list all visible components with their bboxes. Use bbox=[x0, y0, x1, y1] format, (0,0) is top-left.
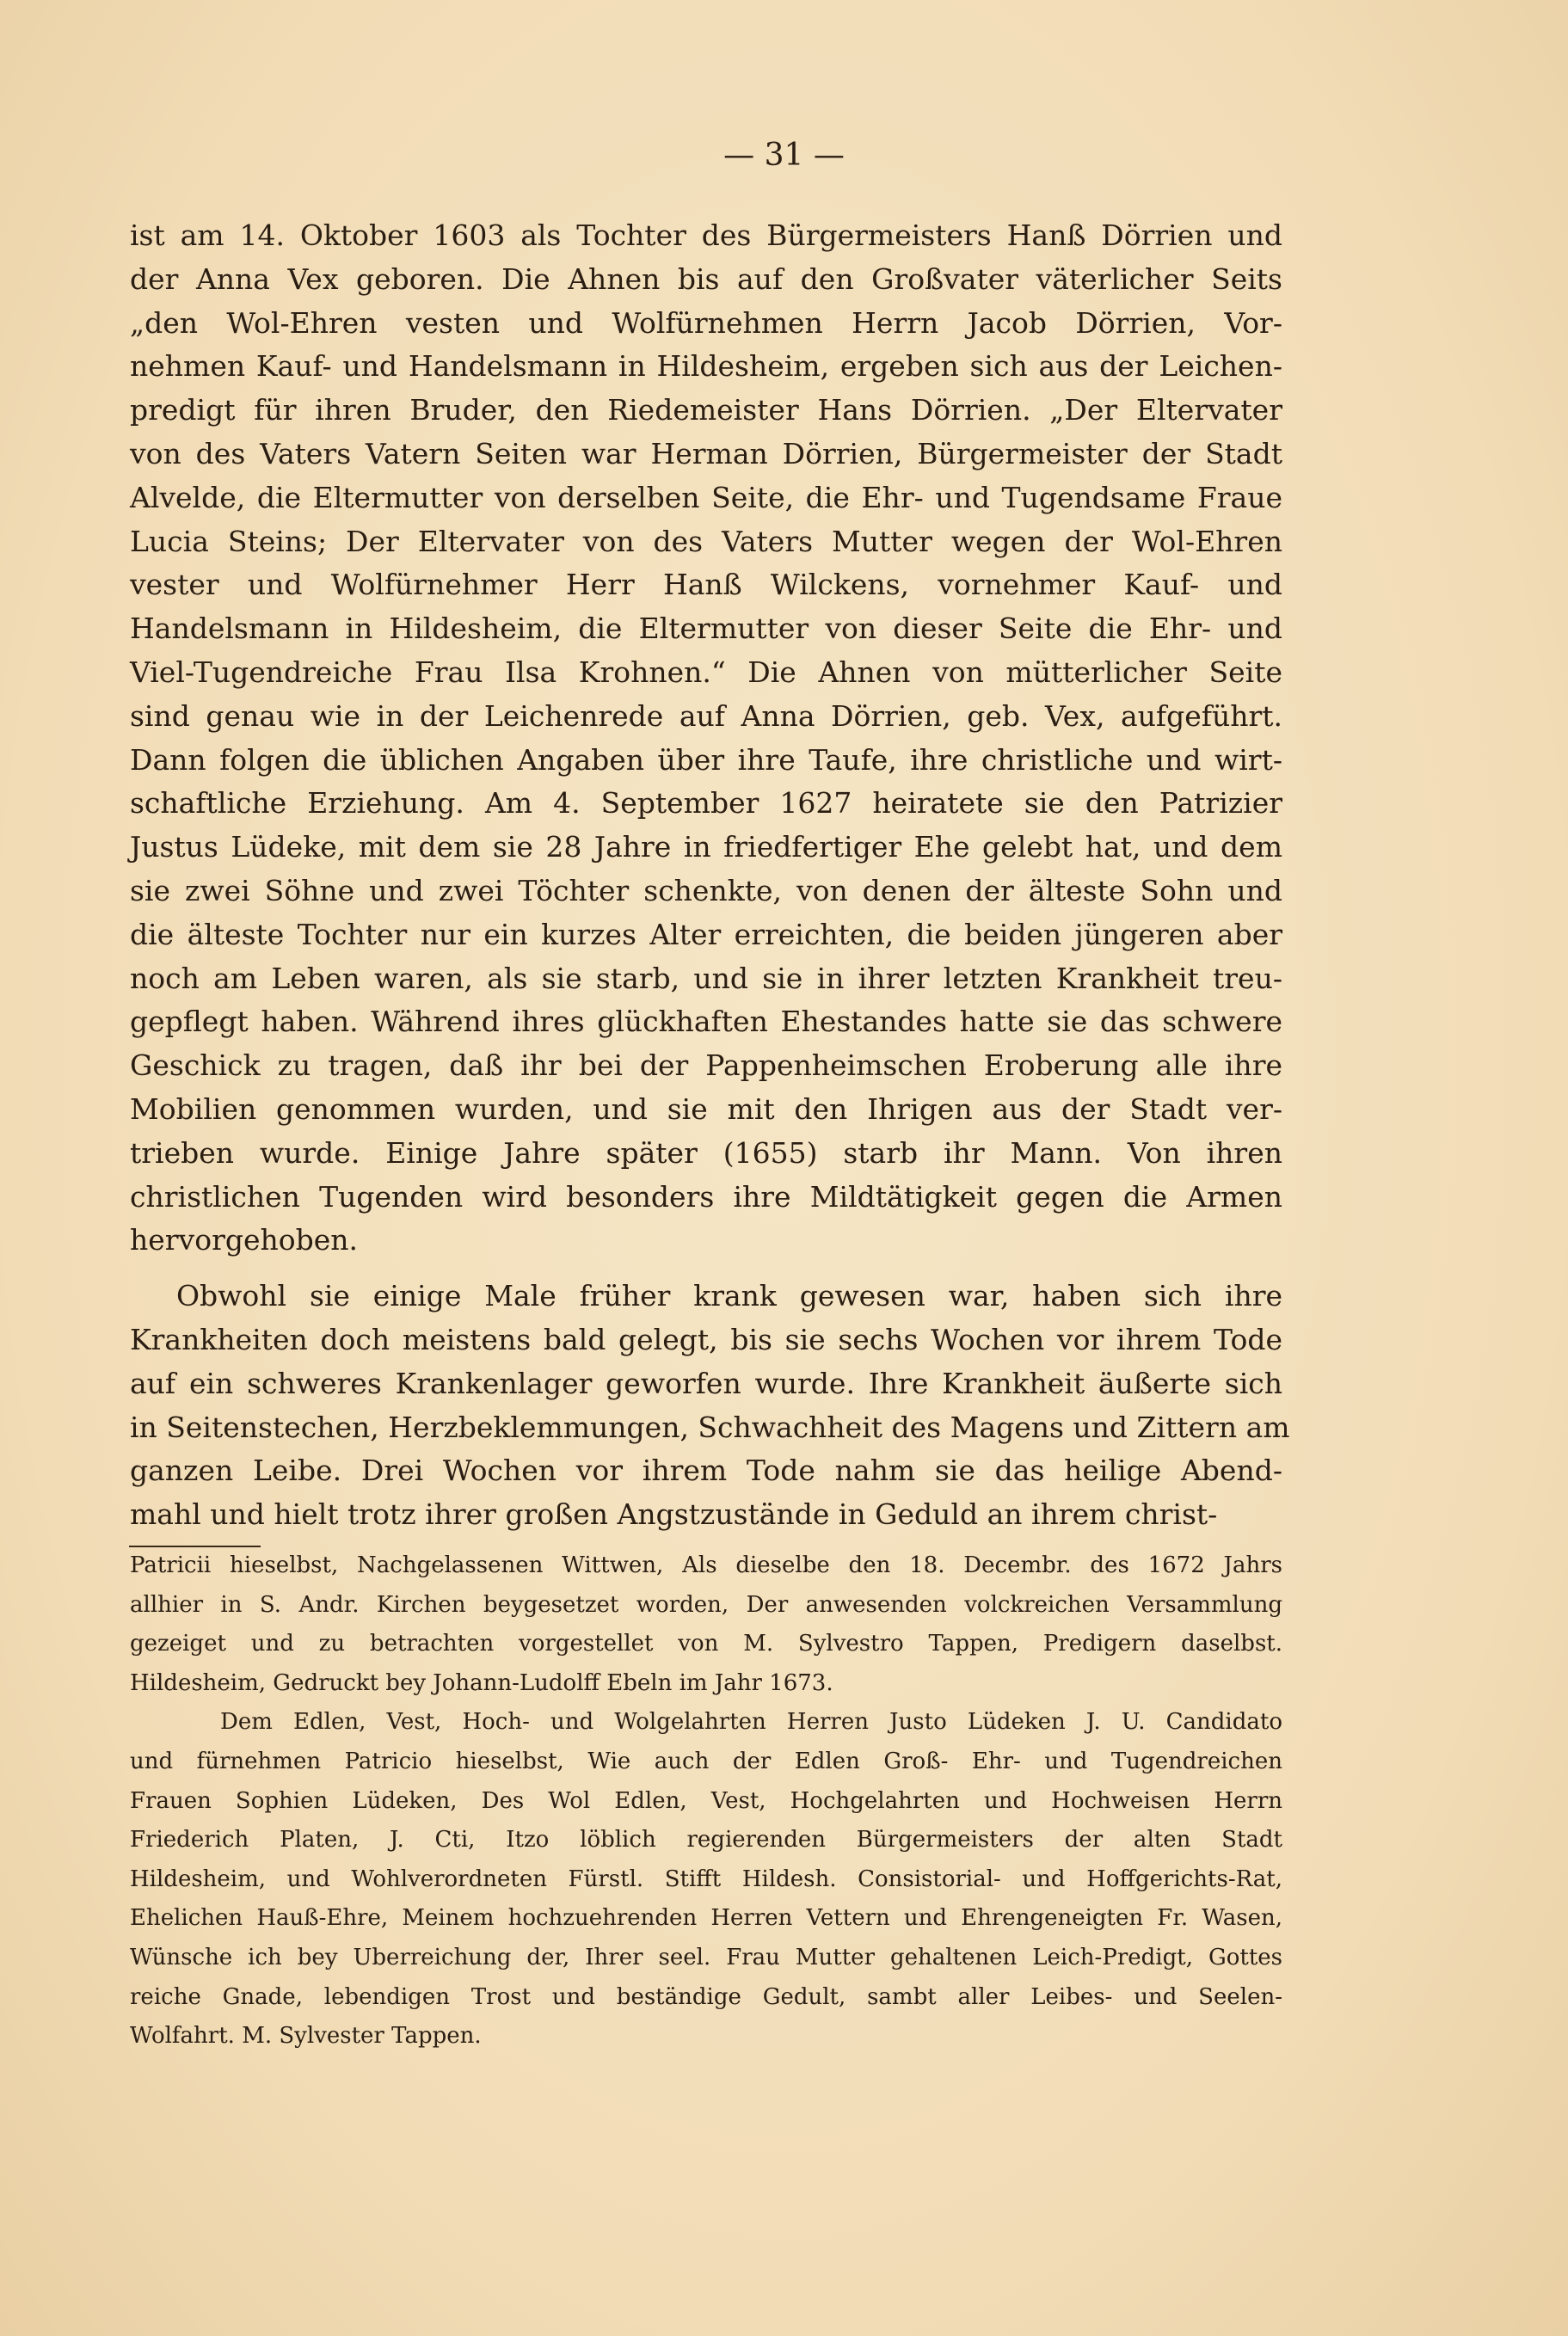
footnote-line: Wünsche ich bey Uberreichung der, Ihrer seel. Frau Mutter gehaltenen Leich-Predigt, Gottes bbox=[130, 1945, 1282, 1970]
paragraph-line: von des Vaters Vatern Seiten war Herman Dörrien, Bürgermeister der Stadt bbox=[130, 437, 1282, 470]
paragraph-line: „den Wol-Ehren vesten und Wolfürnehmen Herrn Jacob Dörrien, Vor- bbox=[130, 305, 1282, 340]
paragraph-line: vester und Wolfürnehmer Herr Hanß Wilckens, vornehmer Kauf- und bbox=[130, 568, 1282, 602]
footnote-line: Friederich Platen, J. Cti, Itzo löblich regierenden Bürgermeisters der alten Stadt bbox=[130, 1827, 1282, 1853]
footnote-line: Frauen Sophien Lüdeken, Des Wol Edlen, Vest, Hochgelahrten und Hochweisen Herrn bbox=[130, 1787, 1282, 1814]
footnote-line: Hildesheim, und Wohlverordneten Fürstl. Stifft Hildesh. Consistorial- und Hoffgerichts-Rat, bbox=[130, 1866, 1282, 1892]
paragraph-line: ist am 14. Oktober 1603 als Tochter des Bürgermeisters Hanß Dörrien und bbox=[130, 218, 1282, 252]
paragraph-line: Handelsmann in Hildesheim, die Eltermutter von dieser Seite die Ehr- und bbox=[130, 612, 1282, 646]
footnote-line: Patricii hieselbst, Nachgelassenen Wittwen, Als dieselbe den 18. Decembr. des 1672 Jahrs bbox=[130, 1552, 1282, 1578]
paragraph-line: Mobilien genommen wurden, und sie mit den Ihrigen aus der Stadt ver- bbox=[130, 1092, 1282, 1126]
paragraph-line: trieben wurde. Einige Jahre später (1655) starb ihr Mann. Von ihren bbox=[130, 1135, 1282, 1170]
footnote-line: und fürnehmen Patricio hieselbst, Wie auch der Edlen Groß- Ehr- und Tugendreichen bbox=[130, 1749, 1282, 1774]
paragraph-line: gepflegt haben. Während ihres glückhaften Ehestandes hatte sie das schwere bbox=[130, 1005, 1282, 1039]
paragraph-line: sie zwei Söhne und zwei Töchter schenkte, von denen der älteste Sohn und bbox=[130, 874, 1282, 907]
paragraph-line: nehmen Kauf- und Handelsmann in Hildesheim, ergeben sich aus der Leichen- bbox=[130, 349, 1282, 384]
paragraph-line: der Anna Vex geboren. Die Ahnen bis auf den Großvater väterlicher Seits bbox=[130, 261, 1282, 296]
paragraph-line: Alvelde, die Eltermutter von derselben Seite, die Ehr- und Tugendsame Fraue bbox=[130, 480, 1282, 514]
footnote-line: Dem Edlen, Vest, Hoch- und Wolgelahrten Herren Justo Lüdeken J. U. Candidato bbox=[220, 1709, 1282, 1736]
page-number: — 31 — bbox=[723, 138, 845, 173]
paragraph-line: in Seitenstechen, Herzbeklemmungen, Schwachheit des Magens und Zittern am bbox=[130, 1410, 1290, 1444]
paragraph-line: predigt für ihren Bruder, den Riedemeister Hans Dörrien. „Der Eltervater bbox=[130, 393, 1282, 427]
footnote-line: Wolfahrt. M. Sylvester Tappen. bbox=[130, 2023, 482, 2050]
paragraph-line: hervorgehoben. bbox=[130, 1223, 359, 1257]
paragraph-line: die älteste Tochter nur ein kurzes Alter erreichten, die beiden jüngeren aber bbox=[130, 917, 1282, 951]
footnote-line: gezeiget und zu betrachten vorgestellet von M. Sylvestro Tappen, Predigern daselbst. bbox=[130, 1631, 1282, 1657]
paragraph-line: Viel-Tugendreiche Frau Ilsa Krohnen.“ Die Ahnen von mütterlicher Seite bbox=[130, 655, 1282, 689]
footnote-line: Hildesheim, Gedruckt bey Johann-Ludolff Ebeln im Jahr 1673. bbox=[130, 1669, 833, 1696]
footnote-line: Ehelichen Hauß-Ehre, Meinem hochzuehrenden Herren Vettern und Ehrengeneigten Fr. Wasen, bbox=[130, 1905, 1282, 1932]
paragraph-line: Justus Lüdeke, mit dem sie 28 Jahre in friedfertiger Ehe gelebt hat, und dem bbox=[130, 830, 1282, 864]
footnote-line: allhier in S. Andr. Kirchen beygesetzet worden, Der anwesenden volckreichen Versammlung bbox=[130, 1591, 1282, 1618]
paragraph-line: mahl und hielt trotz ihrer großen Angstzustände in Geduld an ihrem christ- bbox=[130, 1497, 1218, 1532]
paragraph-line: schaftliche Erziehung. Am 4. September 1627 heiratete sie den Patrizier bbox=[130, 786, 1282, 821]
paragraph-line: Lucia Steins; Der Eltervater von des Vaters Mutter wegen der Wol-Ehren bbox=[130, 524, 1282, 558]
paragraph-line: noch am Leben waren, als sie starb, und sie in ihrer letzten Krankheit treu- bbox=[130, 961, 1282, 995]
footnote-line: reiche Gnade, lebendigen Trost und beständige Gedult, sambt aller Leibes- und Seelen- bbox=[130, 1983, 1282, 2010]
paragraph-line: Geschick zu tragen, daß ihr bei der Pappenheimschen Eroberung alle ihre bbox=[130, 1048, 1282, 1083]
footnote-divider bbox=[129, 1546, 261, 1547]
paragraph-line: Obwohl sie einige Male früher krank gewesen war, haben sich ihre bbox=[176, 1279, 1282, 1313]
paragraph-line: christlichen Tugenden wird besonders ihre Mildtätigkeit gegen die Armen bbox=[130, 1179, 1282, 1214]
paragraph-line: sind genau wie in der Leichenrede auf Anna Dörrien, geb. Vex, aufgeführt. bbox=[130, 698, 1282, 733]
paragraph-line: auf ein schweres Krankenlager geworfen wurde. Ihre Krankheit äußerte sich bbox=[130, 1366, 1282, 1400]
paragraph-line: ganzen Leibe. Drei Wochen vor ihrem Tode nahm sie das heilige Abend- bbox=[130, 1454, 1282, 1488]
paragraph-line: Krankheiten doch meistens bald gelegt, bis sie sechs Wochen vor ihrem Tode bbox=[130, 1323, 1282, 1356]
paragraph-line: Dann folgen die üblichen Angaben über ihre Taufe, ihre christliche und wirt- bbox=[130, 742, 1282, 777]
